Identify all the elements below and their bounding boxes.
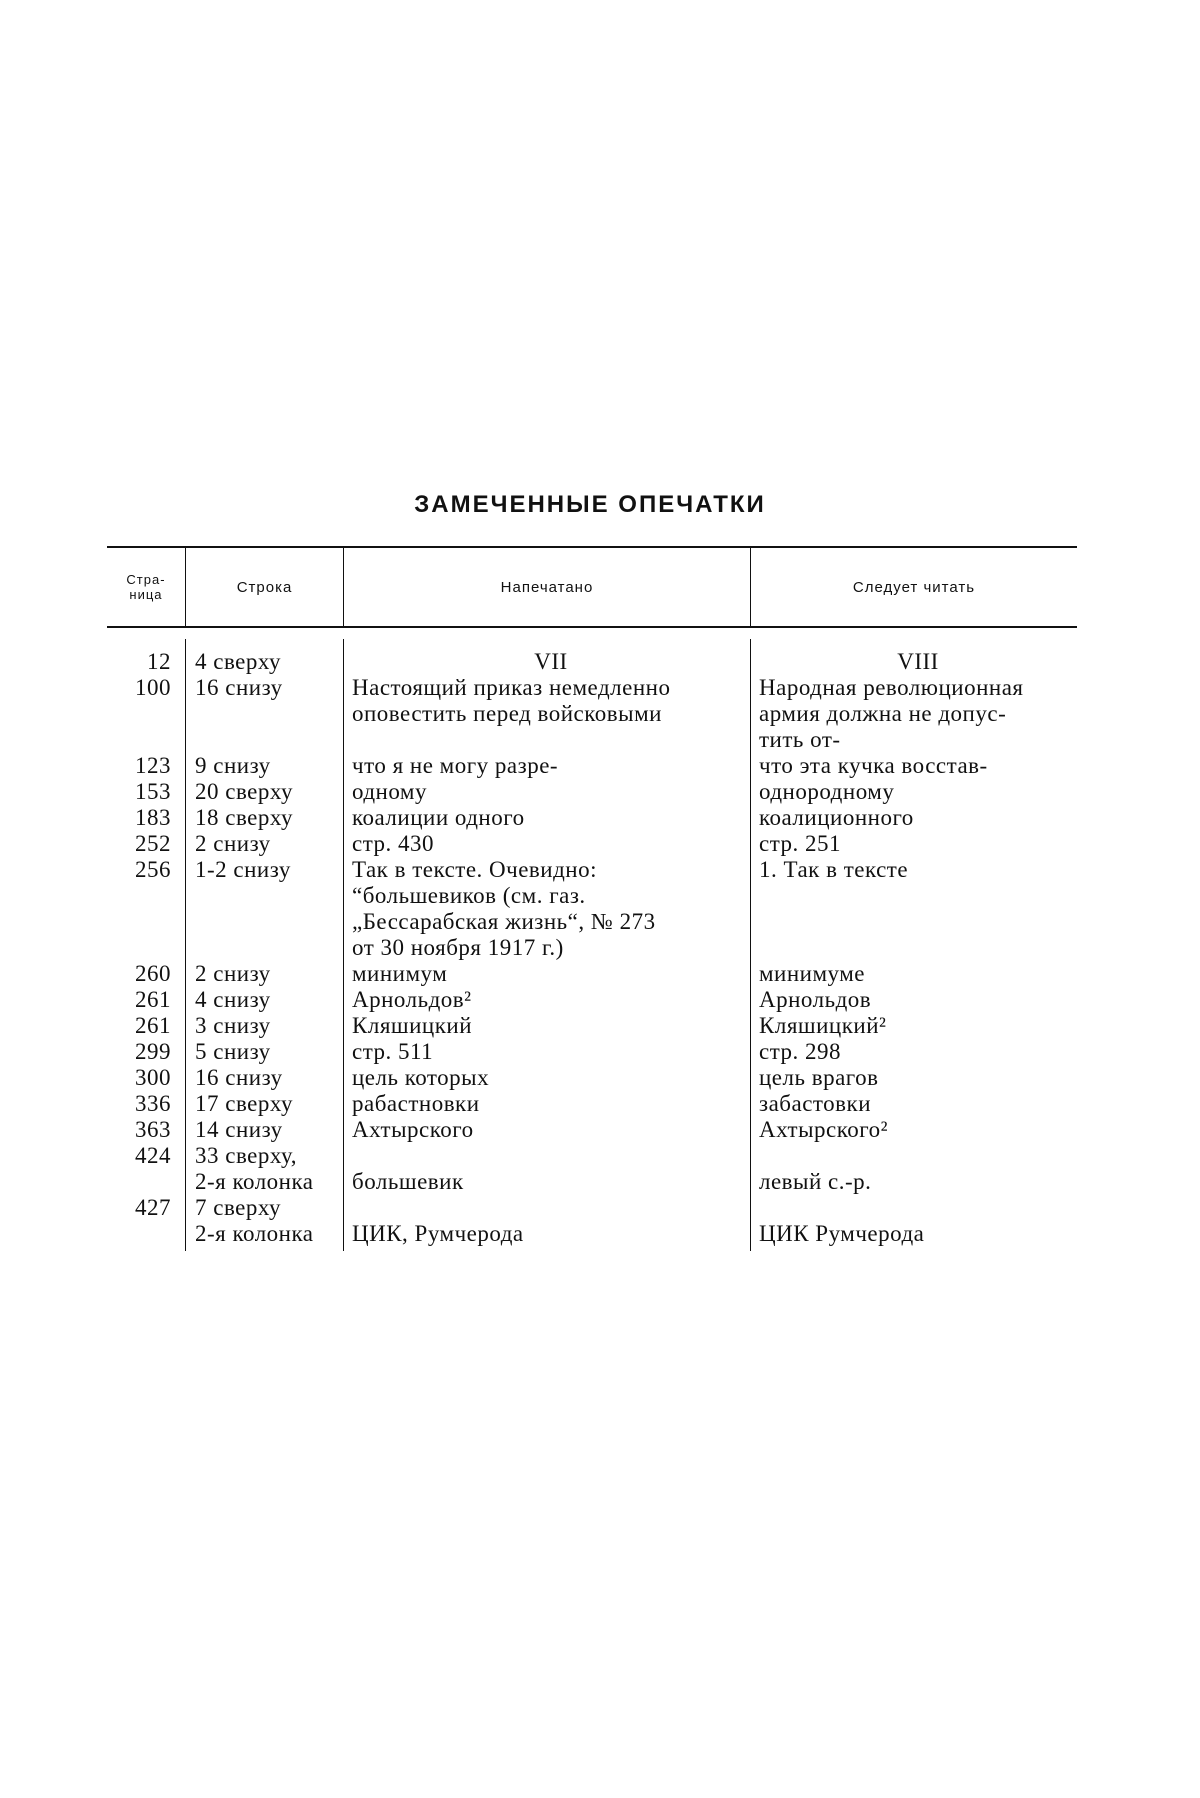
cell-spacer (759, 883, 1077, 909)
cell-line: 2-я колонка (195, 1221, 314, 1246)
cell-correct: Арнольдов (759, 987, 872, 1012)
cell-spacer (759, 909, 1077, 935)
table-body (107, 639, 1077, 1251)
cell-correct: минимуме (759, 961, 865, 986)
cell-spacer (107, 1169, 171, 1195)
cell-line: 9 снизу (195, 753, 271, 778)
cell-correct: тить от- (759, 727, 841, 752)
cell-page: 363 (135, 1117, 171, 1142)
cell-line: 4 сверху (195, 649, 282, 674)
cell-spacer (107, 727, 171, 753)
cell-spacer (195, 883, 343, 909)
cell-line: 1-2 снизу (195, 857, 291, 882)
cell-line: 14 снизу (195, 1117, 283, 1142)
cell-line: 2 снизу (195, 961, 271, 986)
header-page-line1: Стра- (126, 572, 166, 587)
cell-page: 183 (135, 805, 171, 830)
cell-spacer (195, 727, 343, 753)
header-line: Строка (185, 548, 343, 626)
header-page (107, 548, 185, 626)
cell-correct: VIII (897, 649, 939, 674)
cell-printed: „Бессарабская жизнь“, № 273 (352, 909, 656, 934)
cell-printed: ЦИК, Румчерода (352, 1221, 524, 1246)
cell-printed: Так в тексте. Очевидно: (352, 857, 598, 882)
header-correct: Следует читать (750, 548, 1077, 626)
cell-correct: стр. 298 (759, 1039, 842, 1064)
cell-correct: цель врагов (759, 1065, 879, 1090)
cell-spacer (195, 701, 343, 727)
cell-correct: забастовки (759, 1091, 872, 1116)
cell-page: 260 (135, 961, 171, 986)
cell-line: 20 сверху (195, 779, 294, 804)
cell-page: 261 (135, 987, 171, 1012)
cell-line: 4 снизу (195, 987, 271, 1012)
column-printed (343, 639, 750, 1251)
cell-printed: большевик (352, 1169, 464, 1194)
cell-spacer (107, 909, 171, 935)
cell-spacer (352, 1195, 750, 1221)
cell-spacer (352, 727, 750, 753)
cell-page: 300 (135, 1065, 171, 1090)
cell-printed: коалиции одного (352, 805, 525, 830)
cell-correct: что эта кучка восстав- (759, 753, 988, 778)
cell-printed: Ахтырского (352, 1117, 474, 1142)
cell-spacer (107, 701, 171, 727)
column-page (107, 639, 185, 1251)
cell-spacer (759, 1195, 1077, 1221)
cell-line: 3 снизу (195, 1013, 271, 1038)
cell-spacer (759, 1143, 1077, 1169)
cell-page: 424 (135, 1143, 171, 1168)
cell-correct: коалиционного (759, 805, 914, 830)
cell-correct: Народная революционная (759, 675, 1024, 700)
cell-page: 123 (135, 753, 171, 778)
cell-page: 336 (135, 1091, 171, 1116)
header-page-line2: ница (129, 587, 163, 602)
cell-line: 2-я колонка (195, 1169, 314, 1194)
cell-printed: Кляшицкий (352, 1013, 473, 1038)
cell-printed: Настоящий приказ немедленно (352, 675, 671, 700)
cell-correct: стр. 251 (759, 831, 842, 856)
cell-correct: однородному (759, 779, 895, 804)
cell-correct: 1. Так в тексте (759, 857, 909, 882)
cell-page: 12 (147, 649, 171, 674)
cell-spacer (107, 883, 171, 909)
cell-printed: что я не могу разре- (352, 753, 559, 778)
cell-page: 256 (135, 857, 171, 882)
cell-printed: стр. 511 (352, 1039, 434, 1064)
cell-printed: одному (352, 779, 427, 804)
cell-line: 16 снизу (195, 675, 283, 700)
table-header-rule (107, 626, 1077, 628)
cell-page: 153 (135, 779, 171, 804)
cell-correct: левый с.-р. (759, 1169, 872, 1194)
column-line (185, 639, 343, 1251)
cell-page: 261 (135, 1013, 171, 1038)
cell-printed: минимум (352, 961, 448, 986)
cell-page: 299 (135, 1039, 171, 1064)
errata-table (107, 546, 1077, 1251)
cell-spacer (107, 1221, 171, 1247)
cell-spacer (107, 935, 171, 961)
page-title: ЗАМЕЧЕННЫЕ ОПЕЧАТКИ (414, 491, 766, 518)
cell-page: 100 (135, 675, 171, 700)
cell-printed: рабастновки (352, 1091, 480, 1116)
cell-correct: Кляшицкий² (759, 1013, 887, 1038)
cell-line: 2 снизу (195, 831, 271, 856)
cell-printed: Арнольдов² (352, 987, 472, 1012)
cell-line: 33 сверху, (195, 1143, 297, 1168)
column-correct (750, 639, 1077, 1251)
cell-page: 252 (135, 831, 171, 856)
cell-printed: “большевиков (см. газ. (352, 883, 586, 908)
header-printed: Напечатано (343, 548, 750, 626)
cell-printed: от 30 ноября 1917 г.) (352, 935, 564, 960)
cell-correct: армия должна не допус- (759, 701, 1007, 726)
cell-line: 7 сверху (195, 1195, 282, 1220)
cell-spacer (352, 1143, 750, 1169)
cell-spacer (195, 909, 343, 935)
cell-line: 18 сверху (195, 805, 294, 830)
cell-printed: оповестить перед войсковыми (352, 701, 662, 726)
cell-line: 17 сверху (195, 1091, 294, 1116)
cell-line: 5 снизу (195, 1039, 271, 1064)
cell-printed: стр. 430 (352, 831, 435, 856)
cell-correct: ЦИК Румчерода (759, 1221, 925, 1246)
cell-correct: Ахтырского² (759, 1117, 889, 1142)
cell-line: 16 снизу (195, 1065, 283, 1090)
cell-spacer (195, 935, 343, 961)
table-header (107, 548, 1077, 626)
cell-page: 427 (135, 1195, 171, 1220)
cell-printed: VII (534, 649, 568, 674)
cell-printed: цель которых (352, 1065, 490, 1090)
cell-spacer (759, 935, 1077, 961)
